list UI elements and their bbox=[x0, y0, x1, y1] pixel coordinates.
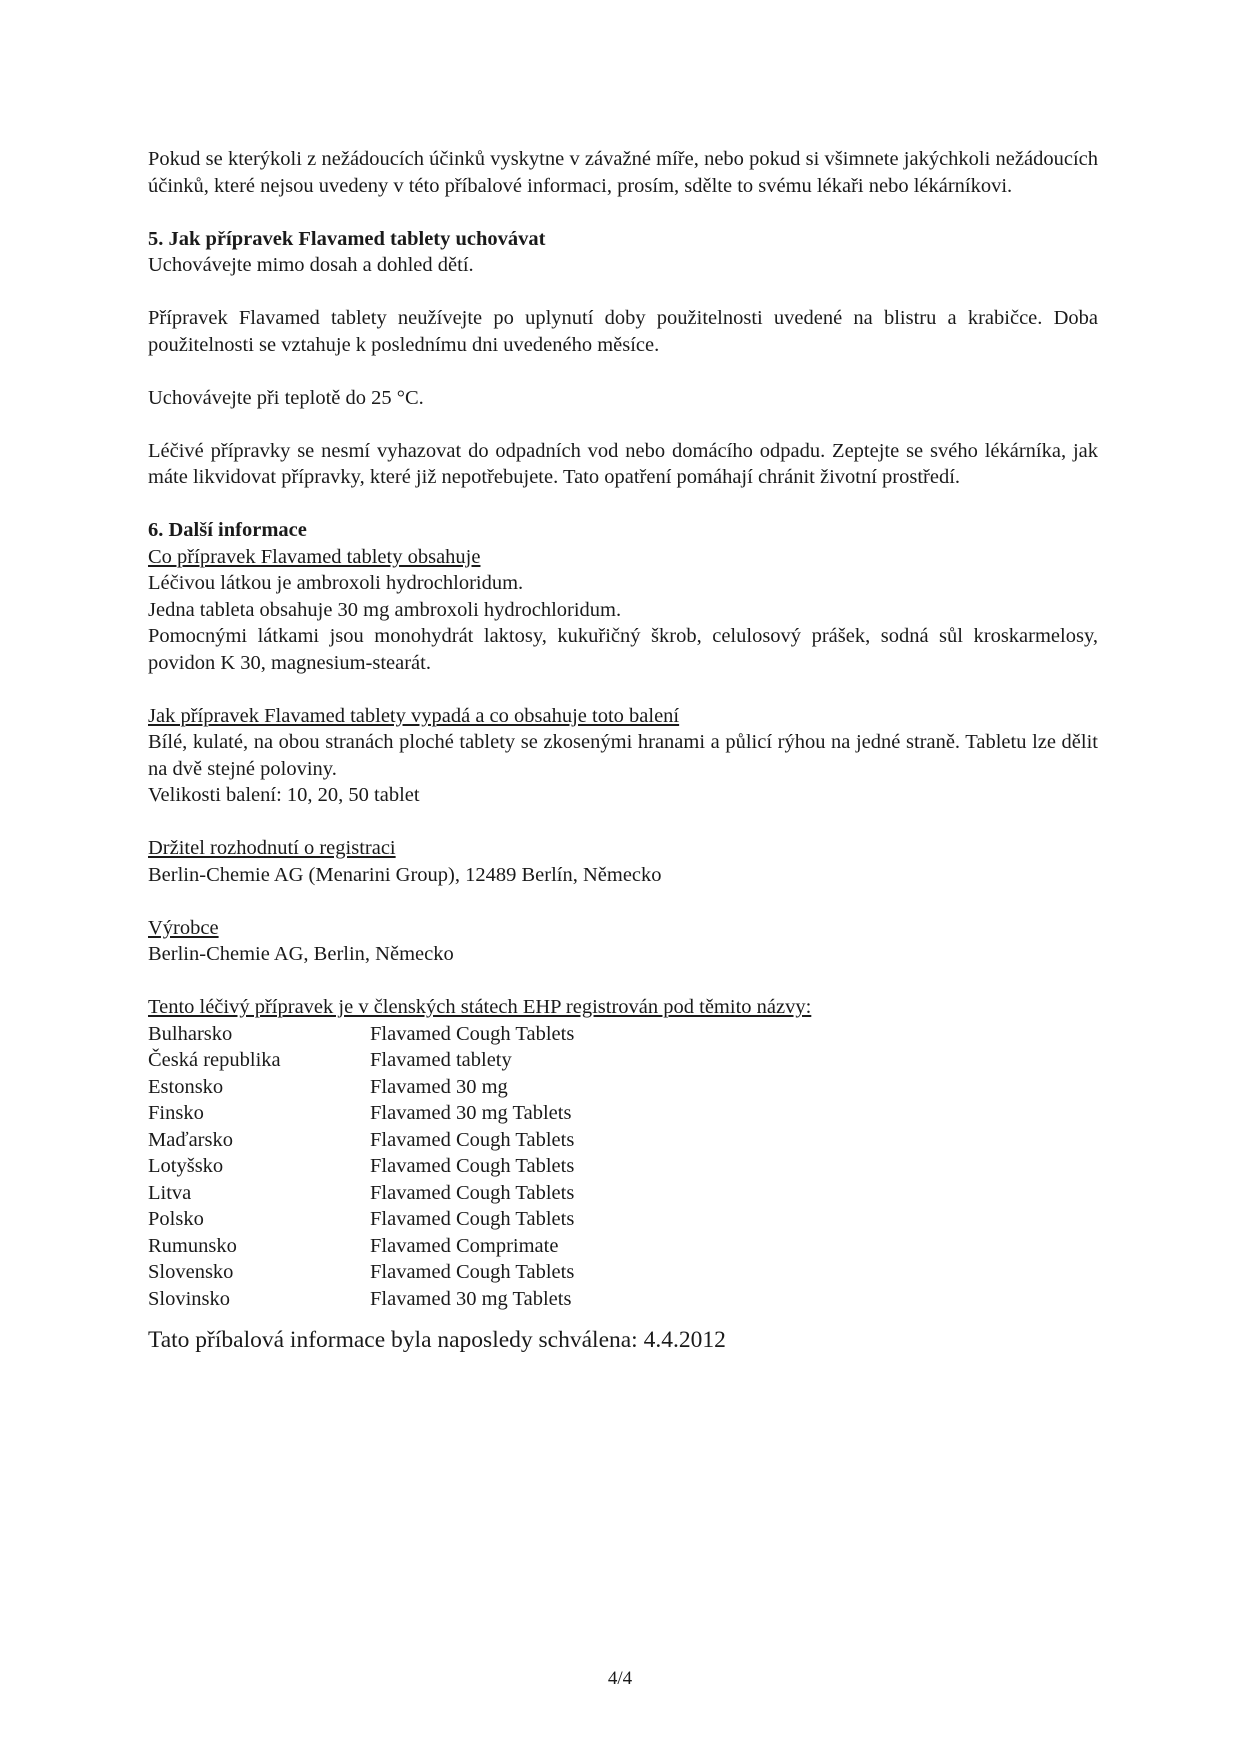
product-name-cell: Flavamed 30 mg Tablets bbox=[370, 1287, 572, 1310]
section-5-paragraph-2: Přípravek Flavamed tablety neužívejte po uplynutí doby použitelnosti uvedené na blistru a krabičce. Doba použitelnosti se vztahuje k poslednímu dni uvedeného měsíce. bbox=[148, 307, 1098, 356]
section-5-paragraph-3: Uchovávejte při teplotě do 25 °C. bbox=[148, 386, 424, 409]
section-5-heading: 5. Jak přípravek Flavamed tablety uchovávat bbox=[148, 227, 546, 250]
appearance-title: Jak přípravek Flavamed tablety vypadá a co obsahuje toto balení bbox=[148, 704, 680, 727]
contents-line-1: Léčivou látkou je ambroxoli hydrochloridum. bbox=[148, 572, 524, 594]
contents-line-2: Jedna tableta obsahuje 30 mg ambroxoli hydrochloridum. bbox=[148, 598, 622, 621]
product-name-cell: Flavamed Cough Tablets bbox=[370, 1155, 575, 1177]
product-name-cell: Flavamed tablety bbox=[370, 1049, 512, 1071]
pack-sizes: Velikosti balení: 10, 20, 50 tablet bbox=[148, 784, 420, 806]
countries-title: Tento léčivý přípravek je v členských státech EHP registrován pod těmito názvy: bbox=[148, 996, 812, 1018]
product-name-cell: Flavamed Cough Tablets bbox=[370, 1181, 575, 1204]
section-5-paragraph-1: Uchovávejte mimo dosah a dohled dětí. bbox=[148, 254, 474, 276]
product-name-cell: Flavamed 30 mg Tablets bbox=[370, 1102, 572, 1124]
table-row bbox=[148, 1180, 574, 1207]
country-cell: Finsko bbox=[148, 1102, 204, 1124]
contents-line-3: Pomocnými látkami jsou monohydrát laktosy, kukuřičný škrob, celulosový prášek, sodná sůl kroskarmelosy, povidon K 30, magnesium-stearát. bbox=[148, 625, 1098, 674]
intro-paragraph: Pokud se kterýkoli z nežádoucích účinků vyskytne v závažné míře, nebo pokud si všimnete jakýchkoli nežádoucích účinků, které nejsou uvedeny v této příbalové informaci, prosím, sdělte to svému lékaři nebo lékárníkovi. bbox=[148, 148, 1098, 197]
country-cell: Česká republika bbox=[148, 1049, 281, 1071]
table-row bbox=[148, 1021, 574, 1048]
table-row bbox=[148, 1127, 574, 1154]
product-name-cell: Flavamed Cough Tablets bbox=[370, 1022, 575, 1045]
country-cell: Estonsko bbox=[148, 1075, 224, 1098]
table-row bbox=[148, 1074, 574, 1101]
table-row bbox=[148, 1153, 574, 1180]
manufacturer-title: Výrobce bbox=[148, 916, 219, 939]
country-cell: Bulharsko bbox=[148, 1022, 233, 1045]
product-name-cell: Flavamed Comprimate bbox=[370, 1234, 559, 1257]
country-cell: Rumunsko bbox=[148, 1234, 237, 1257]
table-row bbox=[148, 1047, 574, 1074]
product-name-cell: Flavamed Cough Tablets bbox=[370, 1208, 575, 1230]
countries-table bbox=[148, 1021, 574, 1313]
holder-title: Držitel rozhodnutí o registraci bbox=[148, 837, 396, 859]
manufacturer-text: Berlin-Chemie AG, Berlin, Německo bbox=[148, 943, 454, 965]
table-row bbox=[148, 1100, 574, 1127]
country-cell: Maďarsko bbox=[148, 1128, 233, 1151]
table-row bbox=[148, 1206, 574, 1233]
appearance-text: Bílé, kulaté, na obou stranách ploché tablety se zkosenými hranami a půlicí rýhou na jedné straně. Tabletu lze dělit na dvě stejné poloviny. bbox=[148, 731, 1098, 780]
approval-date-statement: Tato příbalová informace byla naposledy schválena: 4.4.2012 bbox=[148, 1327, 726, 1353]
country-cell: Slovensko bbox=[148, 1261, 234, 1283]
table-row bbox=[148, 1259, 574, 1286]
section-5-paragraph-4: Léčivé přípravky se nesmí vyhazovat do odpadních vod nebo domácího odpadu. Zeptejte se svého lékárníka, jak máte likvidovat přípravky, které již nepotřebujete. Tato opatření pomáhají chránit životní prostředí. bbox=[148, 439, 1098, 488]
table-row bbox=[148, 1286, 574, 1313]
product-name-cell: Flavamed Cough Tablets bbox=[370, 1261, 575, 1283]
product-name-cell: Flavamed 30 mg bbox=[370, 1075, 508, 1098]
country-cell: Lotyšsko bbox=[148, 1155, 224, 1177]
table-row bbox=[148, 1233, 574, 1260]
contents-title: Co přípravek Flavamed tablety obsahuje bbox=[148, 545, 481, 568]
country-cell: Slovinsko bbox=[148, 1287, 231, 1310]
country-cell: Litva bbox=[148, 1181, 192, 1204]
product-name-cell: Flavamed Cough Tablets bbox=[370, 1128, 575, 1151]
country-cell: Polsko bbox=[148, 1208, 204, 1230]
document-page bbox=[148, 146, 1098, 1355]
page-number: 4/4 bbox=[607, 1668, 633, 1689]
section-6-heading: 6. Další informace bbox=[148, 519, 307, 541]
holder-text: Berlin-Chemie AG (Menarini Group), 12489 Berlín, Německo bbox=[148, 863, 662, 886]
